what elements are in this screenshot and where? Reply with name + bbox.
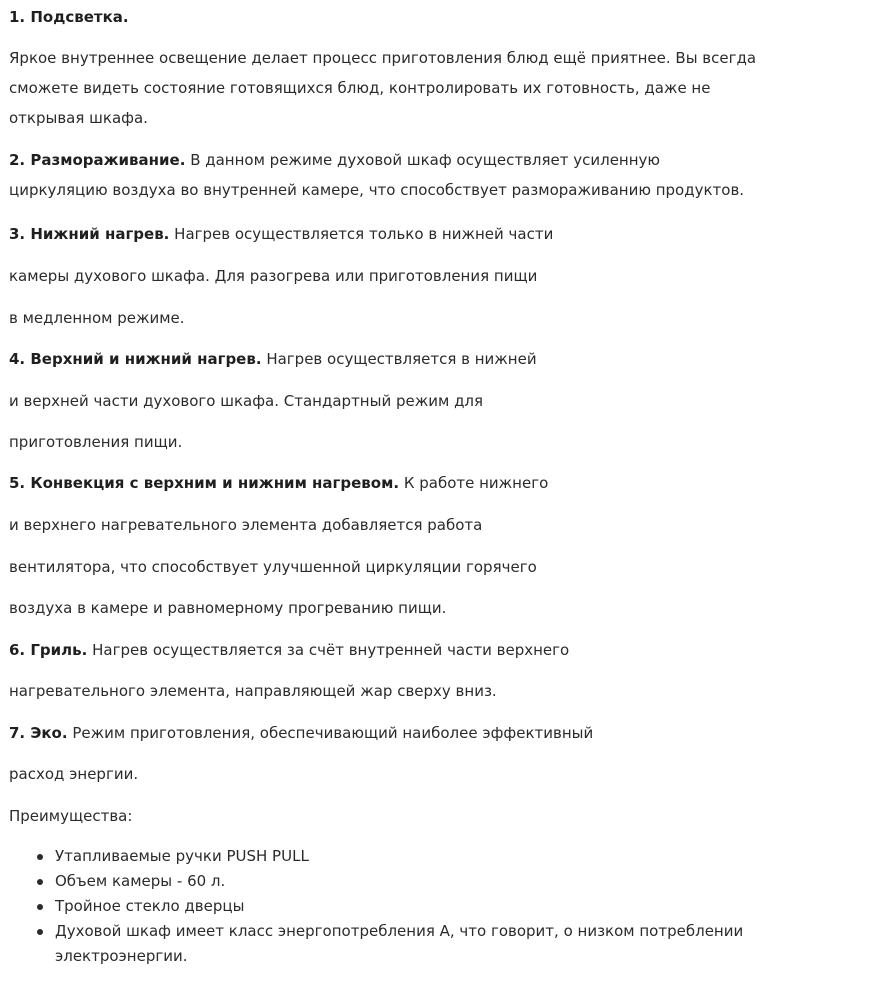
list-item-text: Тройное стекло дверцы bbox=[55, 897, 245, 915]
section-top-bottom-heat-line-1 bbox=[9, 345, 537, 373]
section-grill-line-1 bbox=[9, 636, 569, 664]
section-text-bottom-heat-line-2: камеры духового шкафа. Для разогрева или приготовления пищи bbox=[9, 267, 538, 285]
bullet-icon bbox=[37, 854, 43, 860]
section-text-convection-line-3: вентилятора, что способствует улучшенной циркуляции горячего bbox=[9, 558, 537, 576]
list-item-text: Духовой шкаф имеет класс энергопотребления А, что говорит, о низком потреблении электроэнергии. bbox=[55, 922, 744, 965]
bullet-icon bbox=[37, 904, 43, 910]
section-title-convection: 5. Конвекция с верхним и нижним нагревом. bbox=[9, 474, 400, 492]
section-text-bottom-heat-line-3: в медленном режиме. bbox=[9, 309, 185, 327]
section-text-defrost-part-1: В данном режиме духовой шкаф осуществляет усиленную bbox=[185, 151, 661, 169]
list-item bbox=[0, 919, 855, 969]
bullet-icon bbox=[37, 929, 43, 935]
section-eco-line-1 bbox=[9, 719, 593, 747]
section-text-bottom-heat-part-1: Нагрев осуществляется только в нижней части bbox=[169, 225, 554, 243]
section-text-convection-part-1: К работе нижнего bbox=[399, 474, 549, 492]
section-text-lighting-line-2: сможете видеть состояние готовящихся блюд, контролировать их готовность, даже не bbox=[9, 79, 711, 97]
section-title-bottom-heat: 3. Нижний нагрев. bbox=[9, 225, 170, 243]
list-item bbox=[0, 894, 855, 919]
section-text-defrost-line-2: циркуляцию воздуха во внутренней камере, что способствует размораживанию продуктов. bbox=[9, 181, 745, 199]
section-text-top-bottom-heat-line-3: приготовления пищи. bbox=[9, 433, 183, 451]
advantages-heading: Преимущества: bbox=[9, 807, 133, 825]
section-text-convection-line-2: и верхнего нагревательного элемента добавляется работа bbox=[9, 516, 483, 534]
list-item-text: Объем камеры - 60 л. bbox=[55, 872, 226, 890]
bullet-icon bbox=[37, 879, 43, 885]
section-text-eco-part-1: Режим приготовления, обеспечивающий наиболее эффективный bbox=[67, 724, 594, 742]
section-text-grill-line-2: нагревательного элемента, направляющей жар сверху вниз. bbox=[9, 682, 497, 700]
section-text-top-bottom-heat-line-2: и верхней части духового шкафа. Стандартный режим для bbox=[9, 392, 484, 410]
list-item bbox=[0, 869, 855, 894]
section-text-lighting-line-3: открывая шкафа. bbox=[9, 109, 148, 127]
section-title-defrost: 2. Размораживание. bbox=[9, 151, 186, 169]
section-text-top-bottom-heat-part-1: Нагрев осуществляется в нижней bbox=[261, 350, 537, 368]
section-defrost-line-1 bbox=[9, 146, 660, 174]
section-title-eco: 7. Эко. bbox=[9, 724, 68, 742]
section-bottom-heat-line-1 bbox=[9, 220, 553, 248]
section-title-grill: 6. Гриль. bbox=[9, 641, 88, 659]
section-convection-line-1 bbox=[9, 469, 548, 497]
advantages-list bbox=[0, 844, 855, 969]
section-text-grill-part-1: Нагрев осуществляется за счёт внутренней части верхнего bbox=[87, 641, 570, 659]
section-text-eco-line-2: расход энергии. bbox=[9, 765, 139, 783]
section-text-convection-line-4: воздуха в камере и равномерному прогреванию пищи. bbox=[9, 599, 447, 617]
list-item bbox=[0, 844, 855, 869]
section-title-lighting: 1. Подсветка. bbox=[9, 8, 129, 26]
section-title-top-bottom-heat: 4. Верхний и нижний нагрев. bbox=[9, 350, 262, 368]
list-item-text: Утапливаемые ручки PUSH PULL bbox=[55, 847, 309, 865]
section-text-lighting-line-1: Яркое внутреннее освещение делает процесс приготовления блюд ещё приятнее. Вы всегда bbox=[9, 49, 757, 67]
